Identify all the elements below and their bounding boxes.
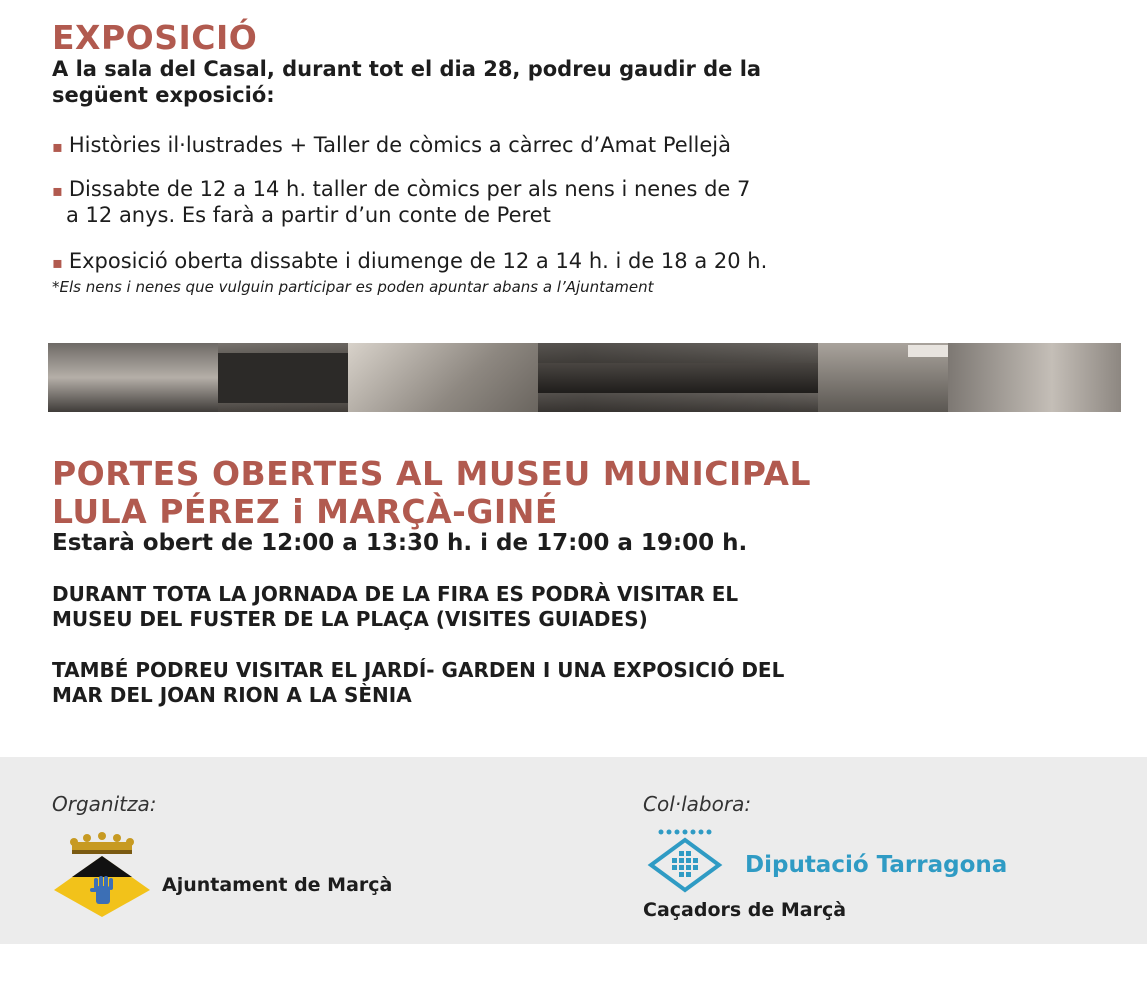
cacadors-name: Caçadors de Marçà xyxy=(643,899,847,921)
intro-line-1: A la sala del Casal, durant tot el dia 28, podreu gaudir de la xyxy=(52,57,762,81)
museu-paragraph-1 xyxy=(52,582,738,632)
diputacio-name: Diputació Tarragona xyxy=(745,852,1008,878)
bullet-icon: ▪ xyxy=(52,137,63,156)
opening-hours: Estarà obert de 12:00 a 13:30 h. i de 17:00 a 19:00 h. xyxy=(52,530,748,556)
organitza-label: Organitza: xyxy=(52,792,157,816)
diputacio-logo-icon xyxy=(645,828,735,893)
intro-line-2: següent exposició: xyxy=(52,83,275,107)
collabora-label: Col·labora: xyxy=(643,792,752,816)
bullet-icon: ▪ xyxy=(52,181,63,200)
exposicio-title: EXPOSICIÓ xyxy=(52,18,258,57)
organitza-name: Ajuntament de Marçà xyxy=(162,874,393,896)
museu-paragraph-2 xyxy=(52,658,784,708)
item-text: Històries il·lustrades + Taller de còmics a càrrec d’Amat Pellejà xyxy=(68,133,731,157)
item-text-continued: a 12 anys. Es farà a partir d’un conte de Peret xyxy=(66,203,551,227)
list-item xyxy=(52,249,767,275)
list-item xyxy=(52,133,731,159)
exposicio-intro xyxy=(52,56,761,108)
para2-line-1: TAMBÉ PODREU VISITAR EL JARDÍ- GARDEN I UNA EXPOSICIÓ DEL xyxy=(52,658,785,682)
registration-note: *Els nens i nenes que vulguin participar es poden apuntar abans a l’Ajuntament xyxy=(52,278,654,296)
para2-line-2: MAR DEL JOAN RION A LA SÈNIA xyxy=(52,683,412,707)
footer-sponsors xyxy=(0,757,1147,944)
item-text: Dissabte de 12 a 14 h. taller de còmics per als nens i nenes de 7 xyxy=(68,177,751,201)
item-text: Exposició oberta dissabte i diumenge de 12 a 14 h. i de 18 a 20 h. xyxy=(68,249,768,273)
list-item xyxy=(52,177,750,228)
marca-coat-of-arms-icon xyxy=(52,832,152,917)
museu-title xyxy=(52,455,811,531)
para1-line-1: DURANT TOTA LA JORNADA DE LA FIRA ES PODRÀ VISITAR EL xyxy=(52,582,739,606)
photo-banner xyxy=(48,343,1121,412)
bullet-icon: ▪ xyxy=(52,253,63,272)
museu-title-line-1: PORTES OBERTES AL MUSEU MUNICIPAL xyxy=(52,454,811,493)
museu-title-line-2: LULA PÉREZ i MARÇÀ-GINÉ xyxy=(52,492,558,531)
para1-line-2: MUSEU DEL FUSTER DE LA PLAÇA (VISITES GUIADES) xyxy=(52,607,648,631)
